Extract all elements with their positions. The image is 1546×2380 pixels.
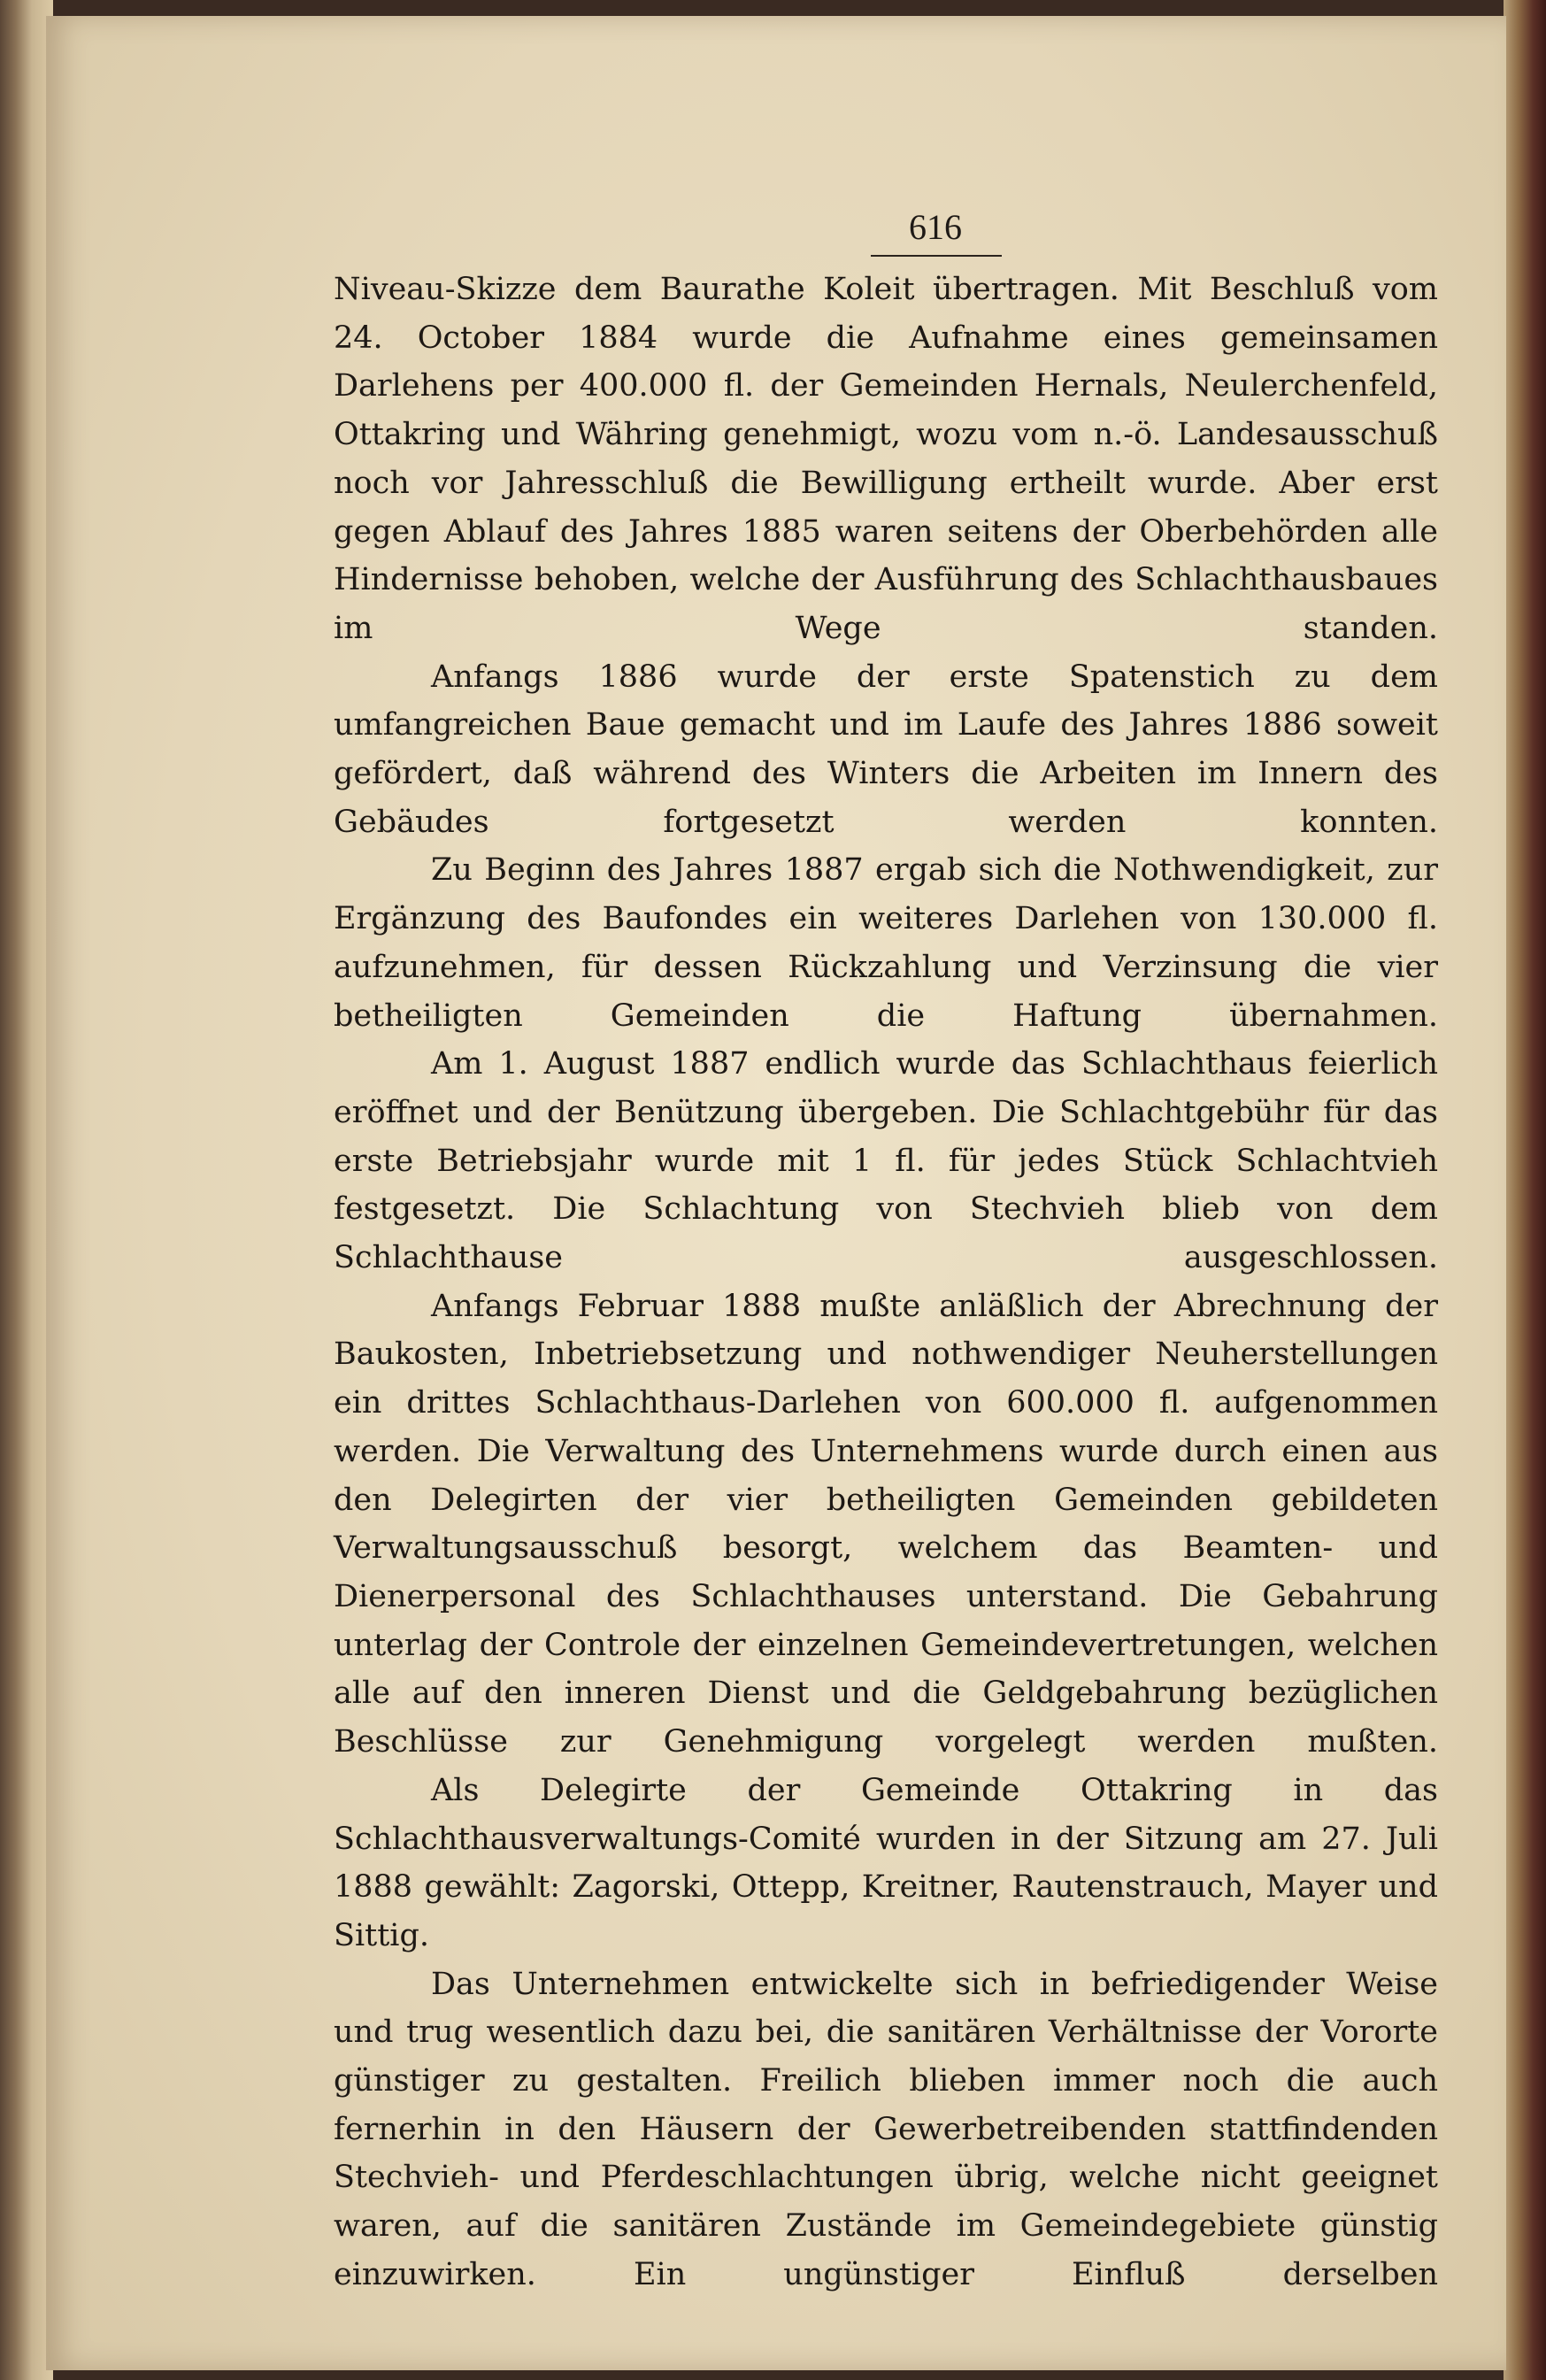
page-number: 616 — [909, 207, 962, 247]
body-text — [334, 266, 1438, 2299]
paragraph: Am 1. August 1887 endlich wurde das Schlachthaus feierlich eröffnet und der Benützung übergeben. Die Schlachtgebühr für das erste Betriebsjahr wurde mit 1 fl. für jedes Stück Schlachtvieh festgesetzt. Die Schlachtung von Stechvieh blieb von dem Schlachthause ausgeschlossen. — [334, 1046, 1438, 1276]
paragraph: Anfangs 1886 wurde der erste Spatenstich zu dem umfangreichen Baue gemacht und im Laufe des Jahres 1886 soweit gefördert, daß während des Winters die Arbeiten im Innern des Gebäudes fortgesetzt werden konnten. — [334, 659, 1438, 840]
paragraph: Niveau-Skizze dem Baurathe Koleit übertragen. Mit Beschluß vom 24. October 1884 wurde die Aufnahme eines gemeinsamen Darlehens per 400.000 fl. der Gemeinden Hernals, Neulerchenfeld, Ottakring und Währing genehmigt, wozu vom n.-ö. Landesausschuß noch vor Jahresschluß die Bewilligung ertheilt wurde. Aber erst gegen Ablauf des Jahres 1885 waren seitens der Oberbehörden alle Hindernisse behoben, welche der Ausführung des Schlachthausbaues im Wege standen. — [334, 272, 1438, 646]
page-number-rule — [871, 255, 1002, 257]
book-binding-edge — [0, 0, 53, 2380]
paragraph: Als Delegirte der Gemeinde Ottakring in das Schlachthausverwaltungs-Comité wurden in der Sitzung am 27. Juli 1888 gewählt: Zagorski, Ottepp, Kreitner, Rautenstrauch, Mayer und Sittig. — [334, 1772, 1438, 1953]
book-page-edge — [1504, 0, 1546, 2380]
paragraph: Das Unternehmen entwickelte sich in befriedigender Weise und trug wesentlich dazu bei, die sanitären Verhältnisse der Vororte günstiger zu gestalten. Freilich blieben immer noch die auch fernerhin in den Häusern der Gewerbetreibenden stattfindenden Stechvieh- und Pferdeschlachtungen übrig, welche nicht geeignet waren, auf die sanitären Zustände im Gemeindegebiete günstig einzuwirken. Ein ungünstiger Einfluß derselben — [334, 1966, 1438, 2292]
paragraph: Anfangs Februar 1888 mußte anläßlich der Abrechnung der Baukosten, Inbetriebsetzung und nothwendiger Neuherstellungen ein drittes Schlachthaus-Darlehen von 600.000 fl. aufgenommen werden. Die Verwaltung des Unternehmens wurde durch einen aus den Delegirten der vier betheiligten Gemeinden gebildeten Verwaltungsausschuß besorgt, welchem das Beamten- und Dienerpersonal des Schlachthauses unterstand. Die Gebahrung unterlag der Controle der einzelnen Gemeindevertretungen, welchen alle auf den inneren Dienst und die Geldgebahrung bezüglichen Beschlüsse zur Genehmigung vorgelegt werden mußten. — [334, 1288, 1438, 1760]
paragraph: Zu Beginn des Jahres 1887 ergab sich die Nothwendigkeit, zur Ergänzung des Baufondes ein weiteres Darlehen von 130.000 fl. aufzunehmen, für dessen Rückzahlung und Verzinsung die vier betheiligten Gemeinden die Haftung übernahmen. — [334, 852, 1438, 1034]
